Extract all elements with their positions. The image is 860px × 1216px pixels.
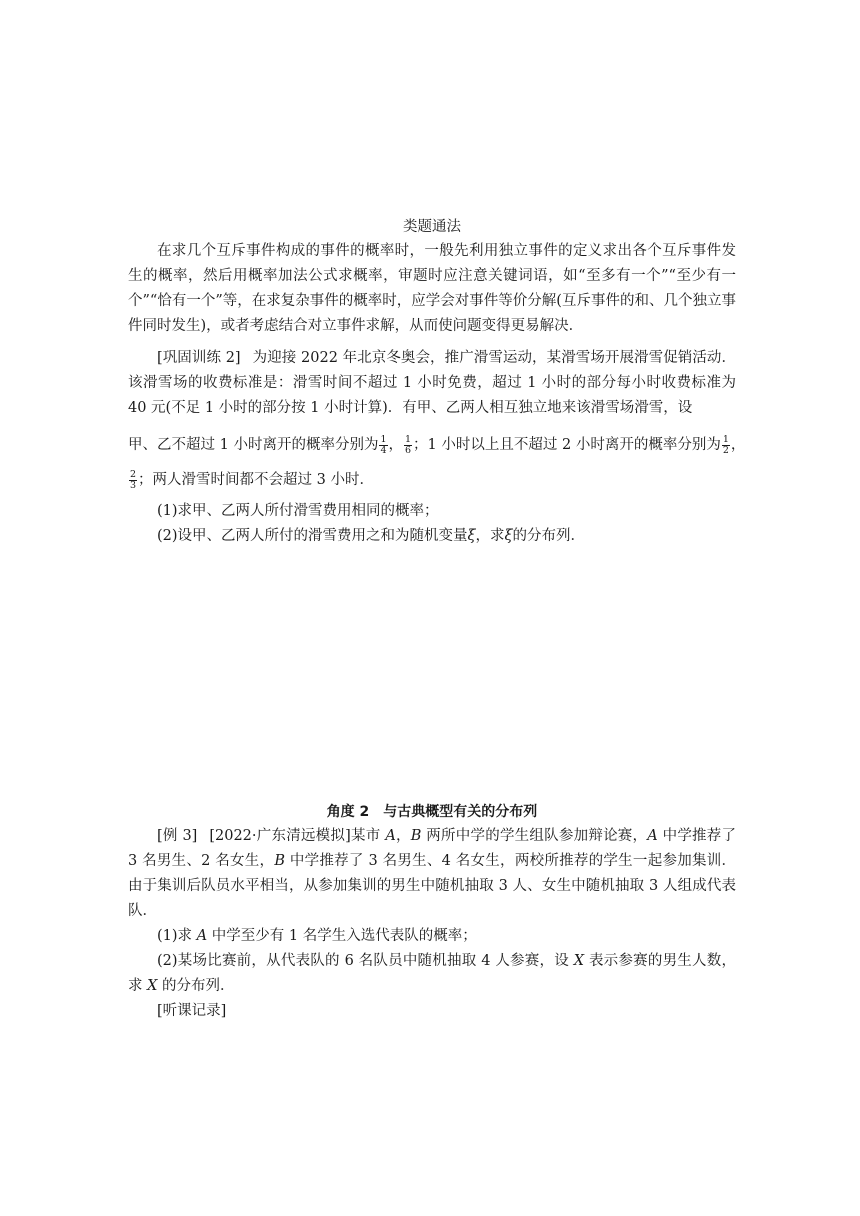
fraction-denominator: 6	[405, 444, 412, 456]
fraction-2-3	[129, 470, 137, 491]
fraction-denominator: 3	[130, 479, 137, 491]
example-source: [2022·广东清远模拟]	[209, 828, 351, 844]
lecture-notes-label: [听课记录]	[157, 1003, 227, 1019]
section-block	[128, 800, 736, 1024]
example-text: 的分布列．	[157, 978, 235, 994]
exercise-text: 甲、乙不超过 1 小时离开的概率分别为	[128, 437, 379, 453]
exercise-text: 的分布列．	[512, 528, 586, 544]
variable-b: B	[410, 828, 422, 844]
section-title: 角度 2 与古典概型有关的分布列	[326, 804, 538, 820]
example-text: 两所中学的学生组队参加辩论赛，	[421, 828, 648, 844]
exercise-text: ，	[730, 437, 746, 453]
exercise-block	[128, 346, 746, 549]
fraction-1-4	[379, 435, 387, 456]
methods-block	[128, 216, 736, 339]
variable-a: A	[647, 828, 658, 844]
example-text: 中学推荐了 3 名男生、2 名女生，	[128, 828, 737, 869]
example-text: 中学推荐了 3 名男生、4 名女生，两校所推荐的学生一起参加集训．由于集训后队员水平相当，从参加集训的男生中随机抽取 3 人、女生中随机抽取 3 人组成代表队．	[128, 853, 737, 919]
fraction-1-6	[404, 435, 412, 456]
methods-paragraph: 在求几个互斥事件构成的事件的概率时，一般先利用独立事件的定义求出各个互斥事件发生的概率，然后用概率加法公式求概率，审题时应注意关键词语，如“至多有一个”“至少有一个”“恰有一个”等，在求复杂事件的概率时，应学会对事件等价分解(互斥事件的和、几个独立事件同时发生)，或者考虑结合对立事件求解，从而使问题变得更易解决．	[128, 243, 736, 334]
fraction-denominator: 4	[380, 444, 387, 456]
exercise-text: ，	[388, 437, 403, 453]
fraction-numerator: 1	[722, 433, 729, 445]
example-text: (2)某场比赛前，从代表队的 6 名队员中随机抽取 4 人参赛，设	[157, 953, 574, 969]
fraction-denominator: 2	[722, 444, 729, 456]
exercise-text: ；1 小时以上且不超过 2 小时离开的概率分别为	[413, 437, 721, 453]
example-tag: [例 3]	[157, 828, 198, 844]
fraction-1-2	[722, 435, 730, 456]
example-text: ，	[395, 828, 411, 844]
fraction-numerator: 1	[405, 433, 412, 445]
example-text: 某市	[350, 828, 386, 844]
variable-xi: ξ	[467, 528, 476, 544]
variable-xi: ξ	[504, 528, 513, 544]
variable-x: X	[573, 953, 585, 969]
exercise-text: (2)设甲、乙两人所付的滑雪费用之和为随机变量	[157, 528, 468, 544]
variable-b: B	[274, 853, 285, 869]
fraction-numerator: 1	[380, 433, 387, 445]
variable-a: A	[196, 928, 208, 944]
exercise-question-2	[128, 524, 736, 549]
exercise-time-line	[128, 468, 736, 493]
exercise-probability-line	[128, 433, 746, 458]
exercise-intro-text: 为迎接 2022 年北京冬奥会，推广滑雪运动，某滑雪场开展滑雪促销活动．该滑雪场的收费标准是：滑雪时间不超过 1 小时免费，超过 1 小时的部分每小时收费标准为 40 元(不足 1 小时的部分按 1 小时计算)．有甲、乙两人相互独立地来该滑雪场滑雪，设	[128, 350, 736, 416]
variable-x: X	[147, 978, 158, 994]
exercise-text: ；两人滑雪时间都不会超过 3 小时．	[138, 472, 374, 488]
example-text: 表示参赛的男生人数，求	[128, 953, 736, 994]
example-text: 中学至少有 1 名学生入选代表队的概率；	[207, 928, 477, 944]
exercise-text: ，求	[475, 528, 505, 544]
example-question-1	[128, 924, 736, 949]
fraction-numerator: 2	[130, 468, 137, 480]
example-question-2	[128, 949, 736, 999]
variable-a: A	[385, 828, 396, 844]
exercise-question-1: (1)求甲、乙两人所付滑雪费用相同的概率；	[157, 503, 439, 519]
exercise-intro	[128, 346, 736, 421]
methods-title: 类题通法	[403, 219, 461, 235]
exercise-tag: [巩固训练 2]	[157, 350, 241, 366]
example-text: (1)求	[157, 928, 197, 944]
example-statement	[128, 824, 736, 924]
